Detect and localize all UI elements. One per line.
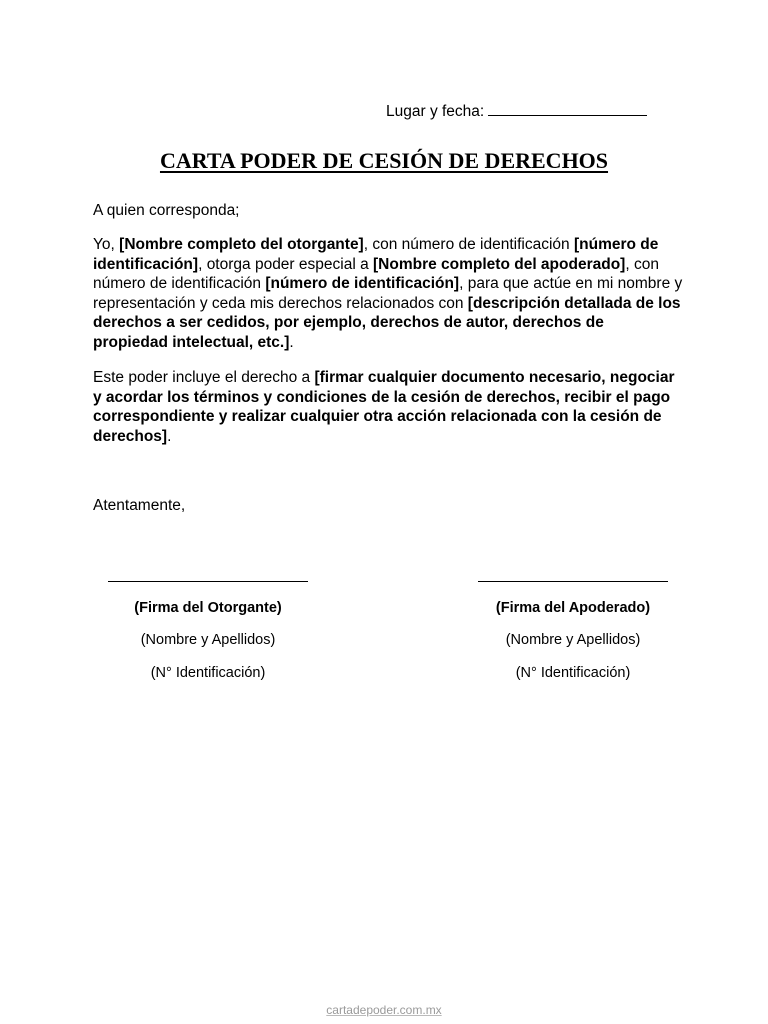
- place-date-line: [386, 101, 647, 122]
- signature-block-grantor: [108, 568, 308, 683]
- p2-text-2: .: [167, 427, 172, 445]
- p1-text-3: , otorga poder especial a: [198, 255, 373, 273]
- p1-rights-placeholder: [descripción detallada de los derechos a ser cedidos, por ejemplo, derechos de autor, derechos de propiedad intelectual, etc.]: [93, 294, 681, 351]
- place-date-label: Lugar y fecha:: [386, 103, 485, 120]
- p2-scope-placeholder: [firmar cualquier documento necesario, negociar y acordar los términos y condiciones de la cesión de derechos, recibir el pago correspondiente y realizar cualquier otra acción relacionada con la cesión de derechos]: [93, 369, 675, 445]
- signature-role-grantor: (Firma del Otorgante): [134, 600, 282, 616]
- signature-block-attorney: [478, 568, 668, 683]
- signature-name-attorney: (Nombre y Apellidos): [505, 632, 641, 648]
- p1-attorney-id-placeholder: [número de identificación]: [265, 275, 460, 292]
- p1-text-5: , para que actúe en mi nombre y representación y ceda mis derechos relacionados con: [93, 275, 683, 312]
- p1-text-4: , con número de identificación: [93, 255, 659, 292]
- signature-line-grantor: [108, 568, 308, 582]
- signature-role-attorney: (Firma del Apoderado): [495, 600, 651, 616]
- p1-grantor-id-placeholder: [número de identificación]: [93, 236, 659, 273]
- p1-text-6: .: [289, 333, 294, 351]
- place-date-blank: [488, 101, 647, 116]
- greeting: A quien corresponda;: [93, 202, 240, 219]
- paragraph-grant: [93, 235, 683, 352]
- signature-name-grantor: (Nombre y Apellidos): [140, 632, 276, 648]
- paragraph-scope: [93, 368, 683, 446]
- signature-line-attorney: [478, 568, 668, 582]
- signature-id-attorney: (N° Identificación): [515, 665, 631, 681]
- p1-text-1: Yo,: [93, 236, 120, 253]
- p1-text-2: , con número de identificación: [363, 236, 574, 253]
- signature-id-grantor: (N° Identificación): [150, 665, 266, 681]
- closing: Atentamente,: [93, 497, 186, 514]
- p1-attorney-placeholder: [Nombre completo del apoderado]: [373, 255, 626, 273]
- p2-text-1: Este poder incluye el derecho a: [93, 369, 315, 386]
- watermark-link[interactable]: cartadepoder.com.mx: [326, 1003, 442, 1017]
- p1-grantor-placeholder: [Nombre completo del otorgante]: [119, 236, 364, 253]
- document-title: CARTA PODER DE CESIÓN DE DERECHOS: [159, 148, 609, 173]
